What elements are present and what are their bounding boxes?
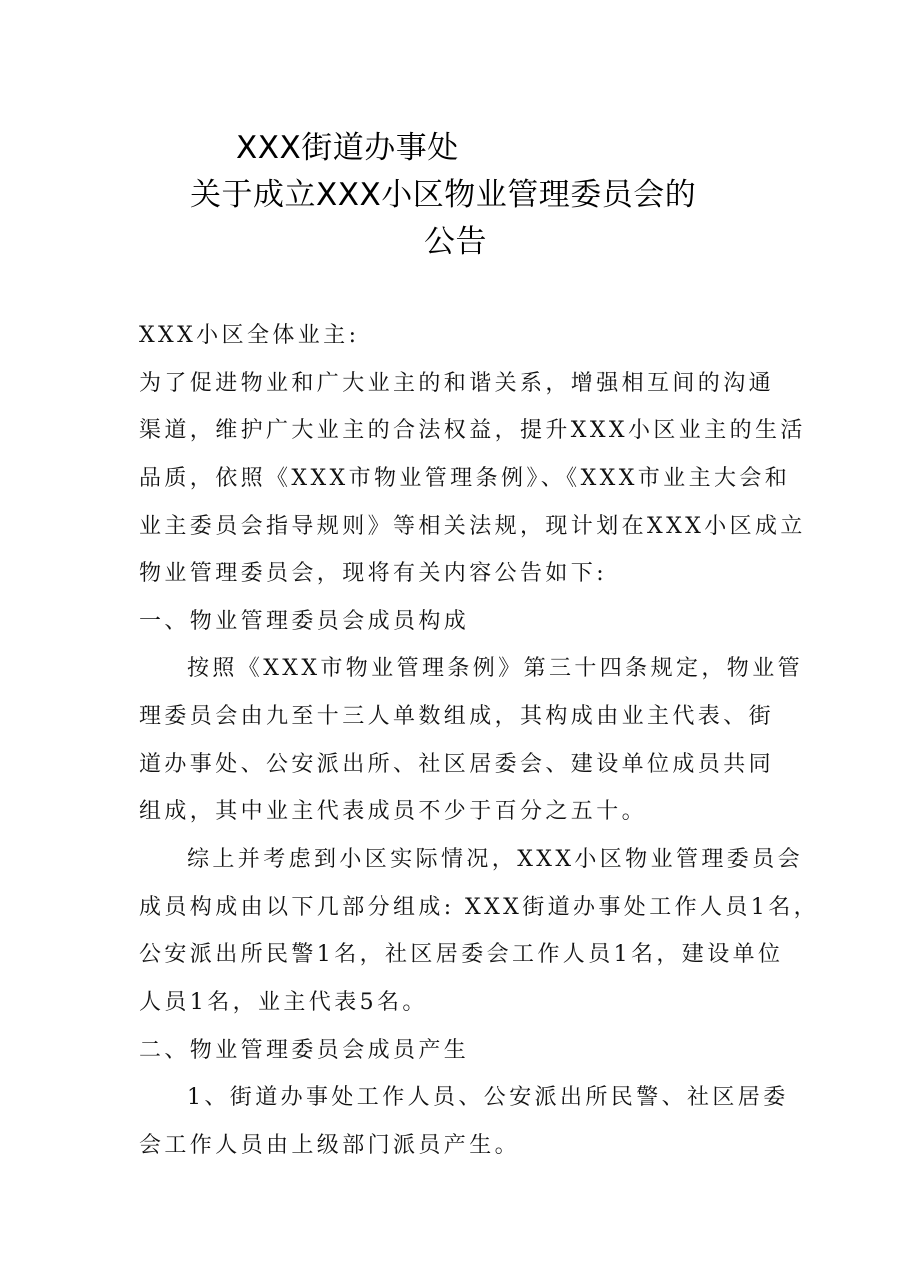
paragraph-line: 成员构成由以下几部分组成: XXX街道办事处工作人员1名， [139, 895, 819, 920]
document-title-line-2: 关于成立XXX小区物业管理委员会的 [190, 177, 697, 213]
section-heading: 一、物业管理委员会成员构成 [139, 609, 470, 634]
paragraph-line: 公安派出所民警1名，社区居委会工作人员1名，建设单位 [139, 942, 784, 967]
paragraph-line: 为了促进物业和广大业主的和谐关系，增强相互间的沟通 [139, 371, 775, 396]
paragraph-line: 人员1名，业主代表5名。 [139, 990, 428, 1015]
paragraph-line: 理委员会由九至十三人单数组成，其构成由业主代表、街 [139, 704, 775, 729]
paragraph-line: 1、街道办事处工作人员、公安派出所民警、社区居委 [187, 1085, 789, 1110]
paragraph-line: 道办事处、公安派出所、社区居委会、建设单位成员共同 [139, 752, 775, 777]
paragraph-line: 业主委员会指导规则》等相关法规，现计划在XXX小区成立 [139, 514, 806, 539]
section-heading: 二、物业管理委员会成员产生 [139, 1038, 470, 1063]
paragraph-line: 按照《XXX市物业管理条例》第三十四条规定，物业管 [187, 656, 803, 681]
document-title-line-3: 公告 [424, 224, 487, 260]
salutation: XXX小区全体业主: [139, 323, 360, 348]
paragraph-line: 会工作人员由上级部门派员产生。 [139, 1133, 521, 1158]
paragraph-line: 物业管理委员会，现将有关内容公告如下: [139, 561, 608, 586]
paragraph-line: 品质，依照《XXX市物业管理条例》、《XXX市业主大会和 [139, 466, 791, 491]
paragraph-line: 组成，其中业主代表成员不少于百分之五十。 [139, 799, 648, 824]
paragraph-line: 综上并考虑到小区实际情况，XXX小区物业管理委员会 [187, 847, 803, 872]
document-title-line-1: XXX街道办事处 [236, 130, 459, 166]
paragraph-line: 渠道，维护广大业主的合法权益，提升XXX小区业主的生活 [139, 418, 806, 443]
